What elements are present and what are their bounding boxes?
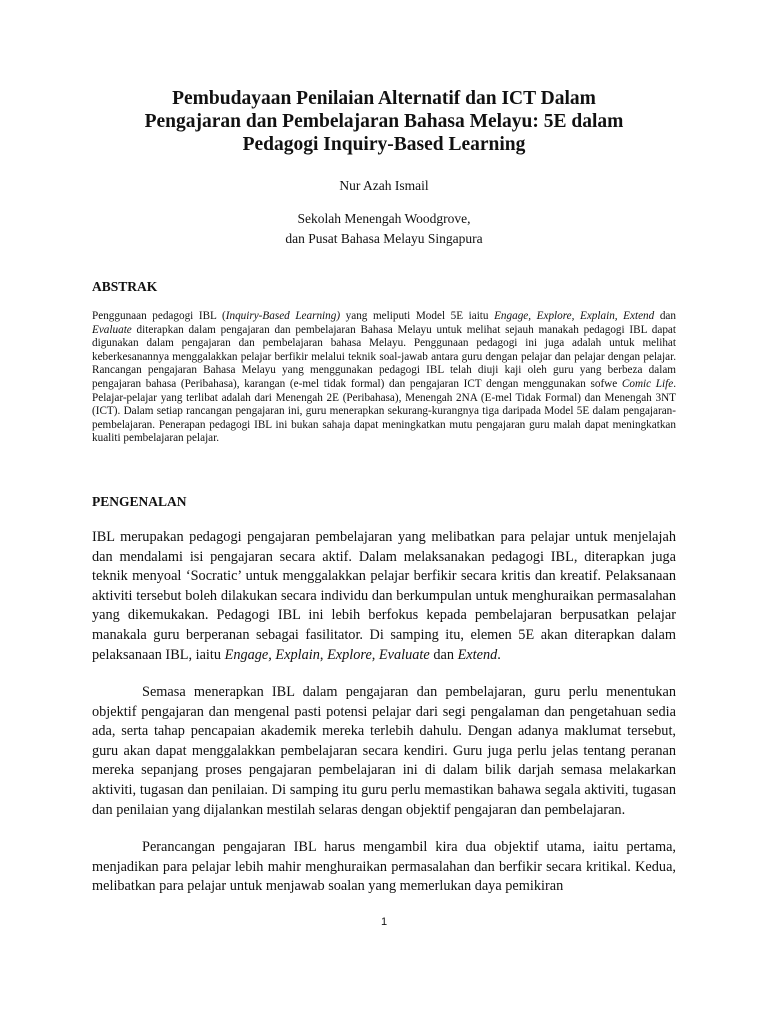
affiliation xyxy=(92,209,676,249)
abstract-italic: Engage, Explore, Explain, Extend xyxy=(494,310,655,322)
paragraph-segment: , xyxy=(319,646,328,663)
abstract-italic: Evaluate xyxy=(92,323,132,336)
paper-title xyxy=(92,87,676,156)
title-line: Pengajaran dan Pembelajaran Bahasa Melayu: 5E dalam xyxy=(144,111,624,132)
abstract-heading: ABSTRAK xyxy=(92,279,158,294)
affiliation-line: Sekolah Menengah Woodgrove, xyxy=(297,211,471,226)
paragraph-segment: IBL merupakan pedagogi pengajaran pembelajaran yang melibatkan para pelajar untuk menjelajah dan mendalami isi pengajaran secara aktif. Dalam melaksanakan pedagogi IBL, diterapkan juga teknik menyoal ‘Socratic’ untuk menggalakkan pelajar berfikir secara kritis dan kreatif. Pelaksanaan aktiviti tersebut boleh dilakukan secara individu dan berkumpulan untuk menghuraikan permasalahan yang dikemukakan. Pedagogi IBL ini lebih berfokus kepada pembelajaran berpusatkan pelajar manakala guru berperanan sebagai fasilitator. Di samping itu, elemen 5E akan diterapkan dalam pelaksanaan IBL, iaitu xyxy=(92,528,676,663)
intro-paragraph-2: Semasa menerapkan IBL dalam pengajaran dan pembelajaran, guru perlu menentukan objektif pengajaran dan mengenal pasti potensi pelajar dari segi pengalaman dan pengetahuan sedia ada, serta tahap pencapaian akademik mereka terlebih dahulu. Dengan adanya maklumat tersebut, guru akan dapat menggalakkan pembelajaran secara kendiri. Guru juga perlu jelas tentang peranan mereka sepanjang proses pengajaran pembelajaran ini di dalam bilik darjah semasa melakarkan aktiviti, tugasan dan penilaian. Di samping itu guru perlu memastikan bahawa segala aktiviti, tugasan dan penilaian yang dijalankan mestilah selaras dengan objektif pengajaran dan pembelajaran. xyxy=(92,684,676,818)
abstract-segment: . Pelajar-pelajar yang terlibat adalah dari Menengah 2E (Peribahasa), Menengah 2NA (E-mel Tidak Formal) dan Menengah 3NT (ICT). Dalam setiap rancangan pengajaran ini, guru menerapkan sekurang-kurangnya tiga daripada Model 5E dalam pengajaran-pembelajaran. Penerapan pedagogi IBL ini bukan sahaja dapat meningkatkan mutu pengajaran guru malah dapat meningkatkan kualiti pembelajaran pelajar. xyxy=(92,377,676,445)
abstract-italic: Comic Life xyxy=(621,377,674,390)
document-page xyxy=(92,87,676,897)
paragraph-segment: dan xyxy=(429,646,458,663)
title-line: Pedagogi Inquiry-Based Learning xyxy=(242,134,526,155)
abstract-segment: Penggunaan pedagogi IBL ( xyxy=(92,310,226,322)
affiliation-line: dan Pusat Bahasa Melayu Singapura xyxy=(285,231,483,246)
intro-paragraph-1 xyxy=(92,528,676,665)
title-line: Pembudayaan Penilaian Alternatif dan ICT Dalam xyxy=(172,88,596,109)
paragraph-segment: . xyxy=(497,646,501,663)
intro-paragraph-3: Perancangan pengajaran IBL harus mengambil kira dua objektif utama, iaitu pertama, menjadikan para pelajar lebih mahir menghuraikan permasalahan dan berfikir secara kritikal. Kedua, melibatkan para pelajar untuk menjawab soalan yang memerlukan daya pemikiran xyxy=(92,839,676,895)
abstract-segment: diterapkan dalam pengajaran dan pembelajaran Bahasa Melayu untuk melihat sejauh manakah pedagogi IBL dapat digunakan dalam pengajaran dan pembelajaran bahasa Melayu. Penggunaan pedagogi ini juga adalah untuk melihat keberkesanannya menggalakkan pelajar berfikir melalui teknik soal-jawab antara guru dengan pelajar dan pelajar dengan pelajar. Rancangan pengajaran Bahasa Melayu yang menggunakan pedagogi IBL telah diuji kaji oleh guru yang berbeza dalam pengajaran bahasa (Peribahasa), karangan (e-mel tidak formal) dan pengajaran ICT dengan menggunakan sofwe xyxy=(92,323,676,390)
paragraph-italic: Explore, Evaluate xyxy=(327,646,430,663)
abstract-segment: yang meliputi Model 5E iaitu xyxy=(340,310,495,322)
abstract-segment: dan xyxy=(654,310,676,322)
page-number: 1 xyxy=(380,916,388,928)
author-name: Nur Azah Ismail xyxy=(339,178,429,193)
intro-heading: PENGENALAN xyxy=(92,493,187,509)
abstract-italic: Inquiry-Based Learning) xyxy=(225,310,341,322)
paragraph-italic: Extend xyxy=(457,646,498,663)
abstract-text xyxy=(92,310,676,446)
paragraph-italic: Engage, Explain xyxy=(224,646,320,663)
